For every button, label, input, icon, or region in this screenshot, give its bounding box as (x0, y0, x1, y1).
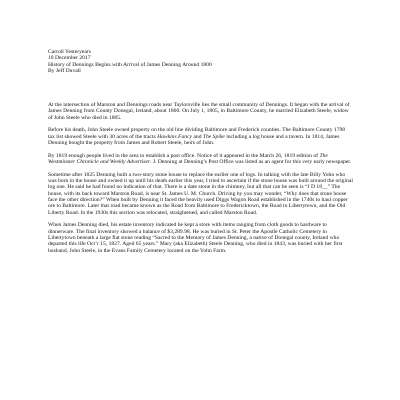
paragraph-4 (48, 172, 353, 216)
article-headline: History of Dennings Begins with Arrival of James Denning Around 1800 (48, 61, 212, 68)
article-header (48, 49, 358, 74)
article-byline: By Jeff Duvall (48, 67, 81, 74)
tract-name-hawkins-fancy: Hawkins Fancy (157, 133, 193, 140)
paragraph-5-text: When James Denning died, his estate inventory indicated he kept a store with items ranging from cloth goods to hardware to dinnerware. The final inventory showed a balance of $3,289.98. He was buried in St. Peter the Apostle Catholic Cemetery in Libertytown beneath a large flat stone reading “Sacred to the Memory of James Denning, a native of Donegal county, Ireland who departed this life Oct’r 15, 1827. Aged 65 years.” Mary (aka Elizabeth) Steele Denning, who died in 1843, was buried with her first husband, John Steele, in the Evans Family Cemetery located on the Yohn Farm. (48, 222, 343, 254)
paragraph-1 (48, 102, 353, 121)
newspaper-title: The Westminster Chronicle and Weekly Advertiser (48, 152, 328, 166)
paragraph-4-text: Sometime after 1825 Denning built a two-story stone house to replace the earlier one of logs. In talking with the late Billy Yohn who was born in the house and owned it up until his death earlier this year, I tried to ascertain if the stone house was built around the original log one. He said he had found no indication of that. There is a date stone in the chimney, but all that can be seen is “J D 18__” The house, with its back toward Marston Road, is near St. James U. M. Church. Driving by you may wonder, “Why does that stone house face the other direction?” When built by Denning it faced the heavily used Diggs Wagon Road established in the 1740s to haul copper ore to Baltimore. Later that road became known as the Road from Baltimore to Fredericktown, the Road to Libertytown, and the Old Liberty Road. In the 1930s this section was relocated, straightened, and called Marston Road. (48, 171, 353, 216)
article-date: 10 December 2017 (48, 55, 91, 62)
tract-name-the-spike: The Spike (202, 133, 225, 140)
paragraph-2-text-a: Before his death, John Steele owned property on the old line dividing Baltimore and Frederick counties. The Baltimore County 1798 tax list showed Steele with 30 acres of the tracts (48, 127, 346, 140)
column-title: Carroll Yesteryears (48, 49, 91, 55)
paragraph-3-text-b: . J. Denning at Denning’s Post Office was listed as an agent for this very early newspaper. (150, 159, 352, 166)
paragraph-2-text-b: and (192, 133, 203, 140)
paragraph-3 (48, 153, 353, 166)
paragraph-2 (48, 127, 353, 146)
article-body (48, 102, 353, 260)
paragraph-1-text: At the intersection of Marston and Dennings roads near Taylorsville lies the small community of Dennings. It began with the arrival of James Denning from County Donegal, Ireland, about 1800. On July 1, 1805, in Baltimore County, he married Elizabeth Steele, widow of John Steele who died in 1805. (48, 102, 350, 121)
paragraph-2-text-c: including a log house and a tavern. In 1814, James Denning bought the property from James and Robert Steele, heirs of John. (48, 133, 340, 146)
paragraph-3-text-a: By 1819 enough people lived in the area to establish a post office. Notice of it appeared in the March 26, 1819 edition of (48, 152, 320, 159)
paragraph-5 (48, 222, 353, 253)
